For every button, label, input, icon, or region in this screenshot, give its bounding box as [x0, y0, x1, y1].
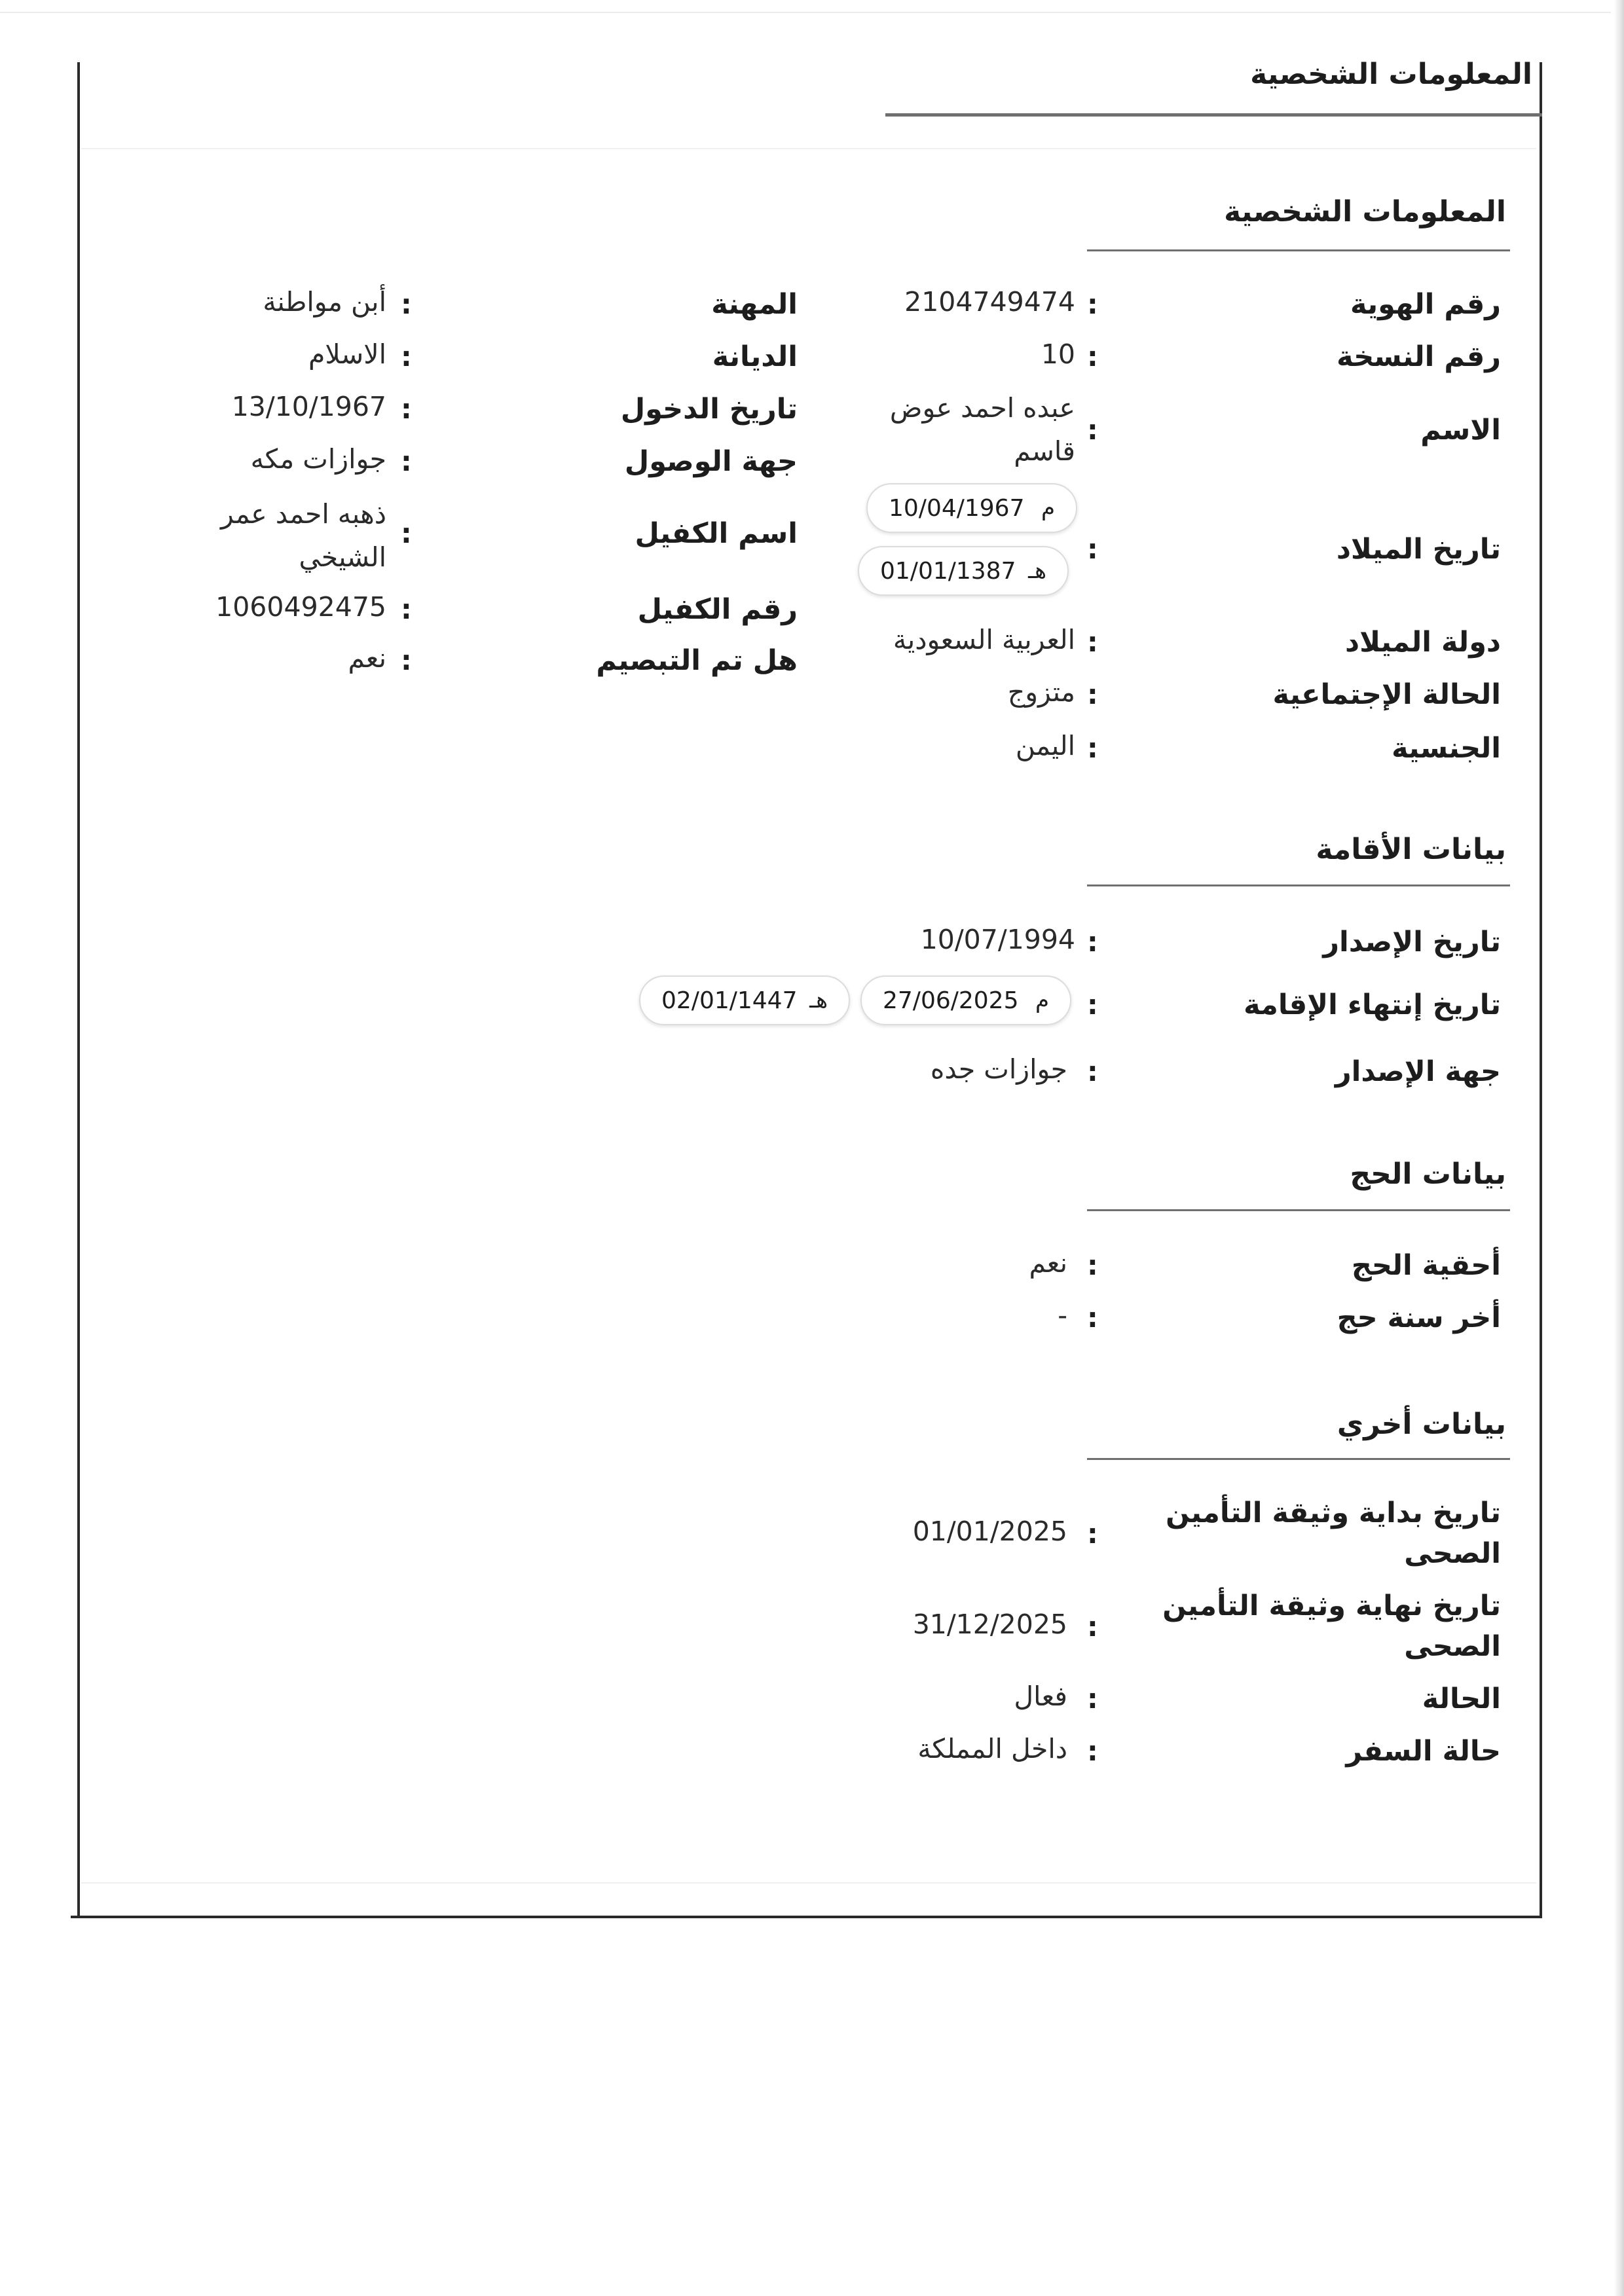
value-copy-number: 10 — [1041, 338, 1075, 370]
label-status: الحالة — [1422, 1683, 1501, 1715]
label-religion: الديانة — [712, 340, 798, 373]
label-arrival-point: جهة الوصول — [624, 445, 798, 478]
colon: : — [1087, 288, 1098, 320]
section-title-other: بيانات أخري — [1337, 1408, 1506, 1441]
colon: : — [1087, 732, 1098, 764]
value-issuing-authority: جوازات جده — [930, 1053, 1067, 1085]
colon: : — [1087, 989, 1098, 1021]
value-birth-country: العربية السعودية — [893, 624, 1075, 655]
colon: : — [401, 445, 412, 477]
expiry-hijri-value: 02/01/1447 — [661, 987, 798, 1014]
label-entry-date: تاريخ الدخول — [620, 393, 798, 426]
label-sponsor-id: رقم الكفيل — [637, 593, 798, 626]
value-hajj-eligibility: نعم — [1029, 1247, 1067, 1279]
colon: : — [1087, 678, 1098, 710]
expiry-hijri-pill — [639, 975, 850, 1025]
frame-border-bottom — [71, 1916, 1542, 1918]
inner-divider-bottom — [81, 1882, 1536, 1884]
value-last-hajj-year: - — [1058, 1300, 1067, 1331]
section-rule-hajj — [1087, 1209, 1510, 1211]
label-issue-date: تاريخ الإصدار — [1323, 926, 1501, 958]
label-occupation: المهنة — [711, 288, 798, 321]
label-insurance-end: تاريخ نهاية وثيقة التأمين الصحى — [1162, 1590, 1501, 1663]
value-issue-date: 10/07/1994 — [920, 924, 1075, 955]
section-rule-other — [1087, 1458, 1510, 1460]
expiry-gregorian-value: 27/06/2025 — [883, 987, 1019, 1014]
value-marital-status: متزوج — [1007, 676, 1075, 708]
colon: : — [1087, 626, 1098, 658]
page-title: المعلومات الشخصية — [1250, 58, 1532, 91]
colon: : — [401, 393, 412, 425]
section-title-personal: المعلومات الشخصية — [1224, 195, 1506, 228]
section-title-residence: بيانات الأقامة — [1316, 833, 1506, 866]
value-travel-status: داخل المملكة — [917, 1733, 1067, 1764]
value-arrival-point: جوازات مكه — [250, 443, 386, 475]
colon: : — [1087, 1055, 1098, 1087]
value-entry-date: 13/10/1967 — [231, 391, 386, 422]
frame-border-left — [77, 62, 80, 1918]
label-id-number: رقم الهوية — [1350, 288, 1501, 321]
value-id-number: 2104749474 — [904, 286, 1075, 318]
label-copy-number: رقم النسخة — [1337, 340, 1501, 373]
label-last-hajj-year: أخر سنة حج — [1337, 1302, 1501, 1334]
colon: : — [1087, 533, 1098, 565]
label-residence-expiry: تاريخ إنتهاء الإقامة — [1244, 989, 1501, 1021]
label-birth-country: دولة الميلاد — [1345, 626, 1501, 659]
colon: : — [401, 288, 412, 320]
hijri-prefix: هـ — [1028, 558, 1046, 584]
section-rule-residence — [1087, 884, 1510, 886]
gregorian-prefix: م — [1041, 495, 1055, 521]
birth-date-gregorian-value: 10/04/1967 — [889, 494, 1025, 522]
hijri-prefix: هـ — [809, 987, 828, 1013]
gregorian-prefix: م — [1035, 987, 1049, 1013]
section-rule-personal — [1087, 249, 1510, 251]
frame-border-right — [1540, 62, 1542, 1918]
colon: : — [1087, 926, 1098, 958]
page-title-underline — [885, 113, 1542, 117]
colon: : — [1087, 1518, 1098, 1550]
birth-date-gregorian-pill — [866, 483, 1077, 533]
colon: : — [401, 340, 412, 373]
value-insurance-start: 01/01/2025 — [912, 1516, 1067, 1547]
colon: : — [401, 517, 412, 549]
expiry-gregorian-pill — [860, 975, 1071, 1025]
value-sponsor-name: ذهبه احمد عمر الشيخي — [220, 498, 386, 573]
label-insurance-start: تاريخ بداية وثيقة التأمين الصحى — [1166, 1497, 1501, 1570]
label-fingerprinted: هل تم التبصيم — [596, 644, 798, 677]
value-status: فعال — [1014, 1681, 1067, 1712]
section-title-hajj: بيانات الحج — [1350, 1157, 1506, 1191]
page-edge-shadow — [1614, 0, 1624, 2296]
value-insurance-end: 31/12/2025 — [912, 1609, 1067, 1640]
colon: : — [1087, 1611, 1098, 1643]
birth-date-hijri-value: 01/01/1387 — [880, 557, 1016, 585]
label-birth-date: تاريخ الميلاد — [1336, 533, 1501, 566]
colon: : — [1087, 1249, 1098, 1281]
label-hajj-eligibility: أحقية الحج — [1351, 1249, 1501, 1282]
colon: : — [1087, 1735, 1098, 1767]
label-issuing-authority: جهة الإصدار — [1335, 1055, 1501, 1088]
colon: : — [1087, 1683, 1098, 1715]
label-sponsor-name: اسم الكفيل — [635, 517, 798, 550]
colon: : — [401, 593, 412, 625]
value-occupation: أبن مواطنة — [263, 286, 386, 318]
label-nationality: الجنسية — [1392, 732, 1501, 765]
label-marital-status: الحالة الإجتماعية — [1272, 678, 1501, 711]
label-travel-status: حالة السفر — [1346, 1735, 1501, 1768]
value-name: عبده احمد عوض قاسم — [889, 392, 1075, 467]
colon: : — [1087, 1302, 1098, 1334]
value-nationality: اليمن — [1015, 730, 1075, 761]
value-fingerprinted: نعم — [348, 642, 386, 674]
colon: : — [401, 644, 412, 676]
inner-divider-top — [81, 148, 1536, 149]
scan-artifact-line — [0, 12, 1611, 13]
value-sponsor-id: 1060492475 — [215, 591, 386, 623]
value-religion: الاسلام — [308, 338, 386, 370]
colon: : — [1087, 340, 1098, 373]
birth-date-hijri-pill — [858, 546, 1069, 596]
colon: : — [1087, 414, 1098, 446]
label-name: الاسم — [1420, 414, 1501, 446]
